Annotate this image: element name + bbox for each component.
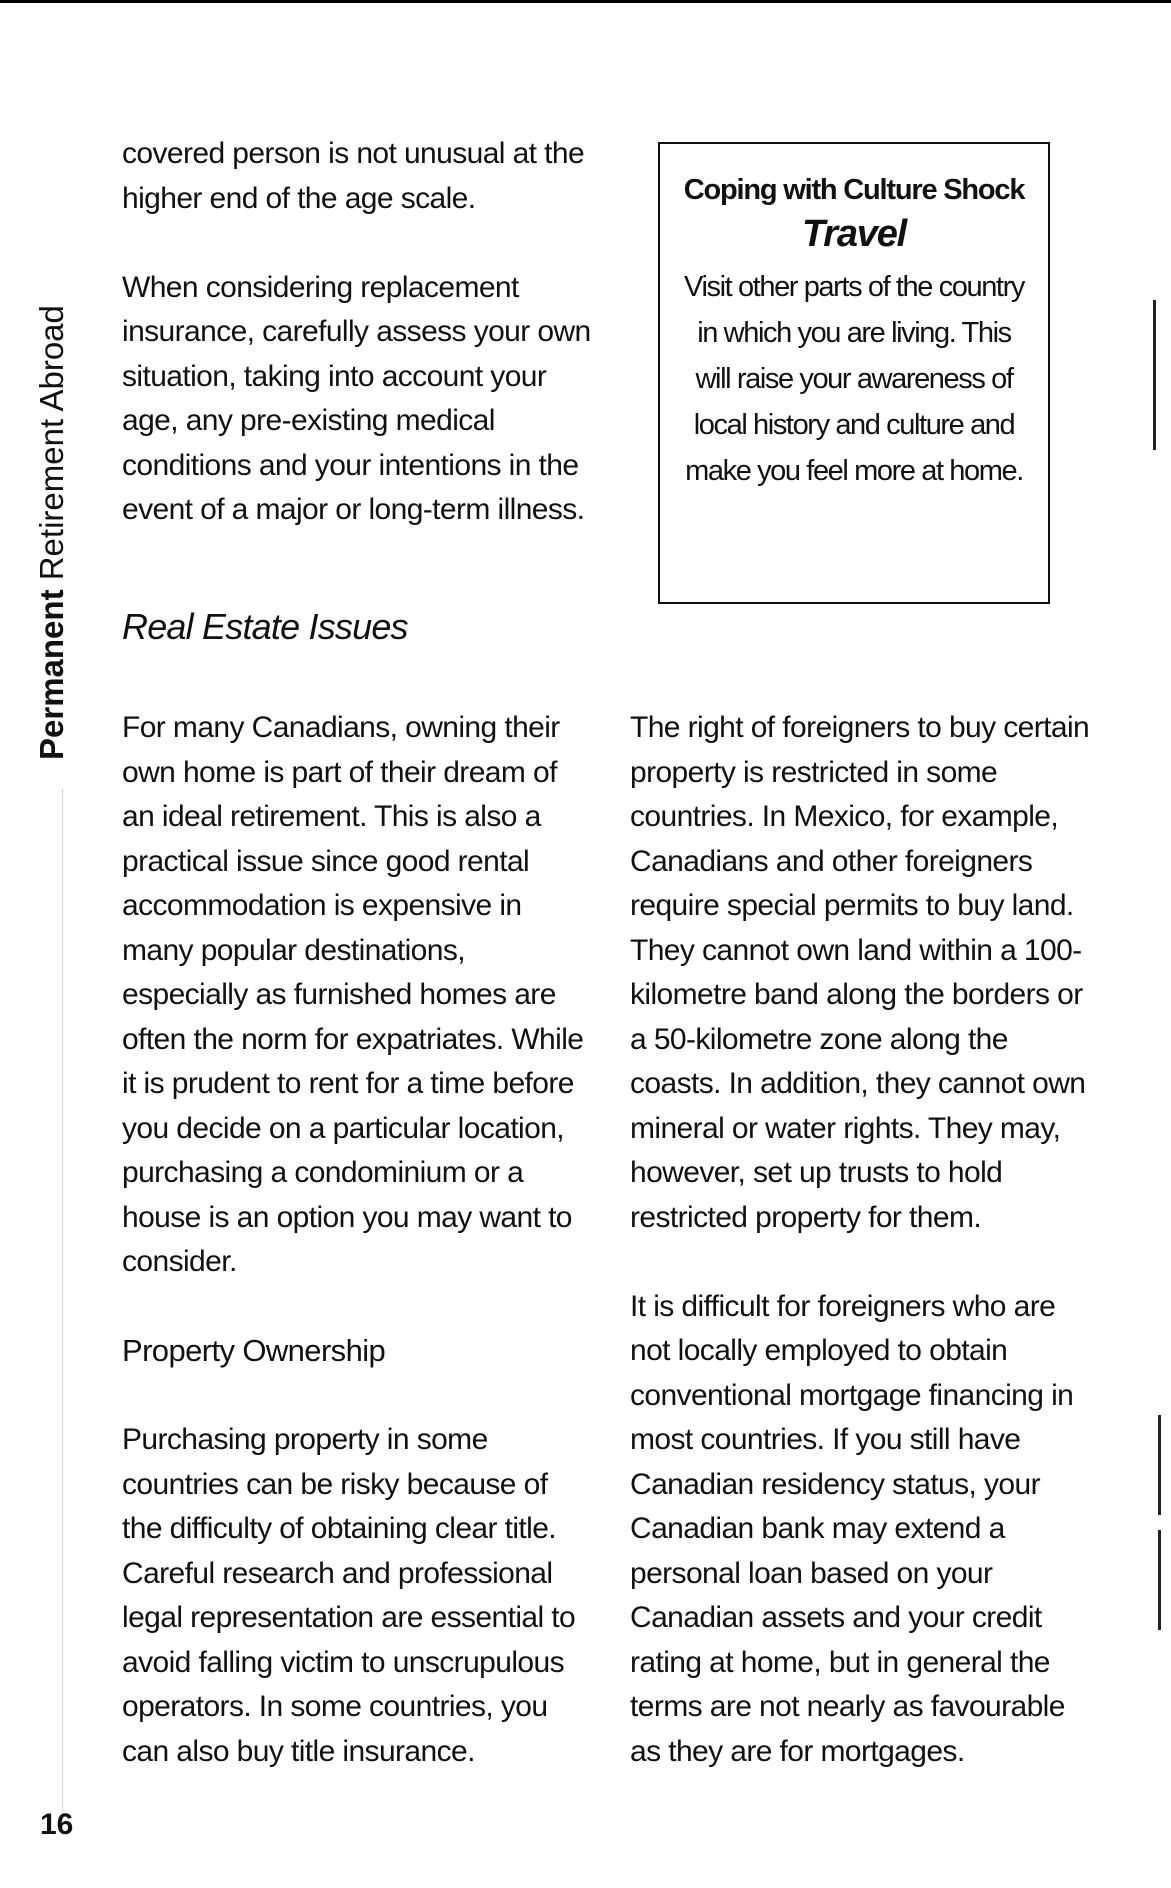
sidebar-title: Travel [801, 213, 907, 255]
left-column [122, 706, 592, 1774]
property-ownership-paragraph: Purchasing property in some countries can be risky because of the difficulty of obtaining clear title. Careful research and professional legal representation are essential to avoid falling victim to unscrupulous operators. In some countries, you can also buy title insurance. [122, 1423, 576, 1768]
running-head-rest: Retirement Abroad [33, 305, 70, 590]
running-head-bold: Permanent [33, 589, 70, 760]
culture-shock-sidebar [658, 142, 1050, 604]
mortgage-paragraph: It is difficult for foreigners who are not locally employed to obtain conventional mortgage financing in most countries. If you still have Canadian residency status, your Canadian bank may extend a personal loan based on your Canadian assets and your credit rating at home, but in general the terms are not nearly as favourable as they are for mortgages. [630, 1289, 1074, 1768]
sidebar-kicker: Coping with Culture Shock [683, 174, 1025, 206]
intro-column [122, 132, 592, 533]
section-heading: Real Estate Issues [122, 606, 408, 647]
margin-dotted-rule [62, 790, 63, 1830]
scan-mark-3 [1158, 1530, 1161, 1630]
real-estate-paragraph: For many Canadians, owning their own home is part of their dream of an ideal retirement. This is also a practical issue since good rental accommodation is expensive in many popular destinations, especially as furnished homes are often the norm for expatriates. While it is prudent to rent for a time before you decide on a particular location, purchasing a condominium or a house is an option you may want to consider. [122, 711, 584, 1278]
scan-mark-2 [1158, 1415, 1161, 1515]
top-border [0, 0, 1171, 3]
page-number: 16 [40, 1808, 74, 1841]
intro-paragraph-2: When considering replacement insurance, carefully assess your own situation, taking into account your age, any pre-existing medical conditions and your intentions in the event of a major or long-term illness. [122, 270, 591, 526]
sidebar-body: Visit other parts of the country in which you are living. This will raise your awareness of local history and culture and make you feel more at home. [684, 271, 1024, 487]
subheading-property-ownership: Property Ownership [122, 1333, 386, 1368]
running-head [32, 305, 72, 760]
intro-paragraph-1: covered person is not unusual at the higher end of the age scale. [122, 137, 585, 215]
foreign-ownership-paragraph: The right of foreigners to buy certain property is restricted in some countries. In Mexico, for example, Canadians and other foreigners require special permits to buy land. They cannot own land within a 100-kilometre band along the borders or a 50-kilometre zone along the coasts. In addition, they cannot own mineral or water rights. They may, however, set up trusts to hold restricted property for them. [630, 711, 1090, 1234]
right-column [630, 706, 1100, 1774]
scan-mark-1 [1153, 300, 1156, 450]
